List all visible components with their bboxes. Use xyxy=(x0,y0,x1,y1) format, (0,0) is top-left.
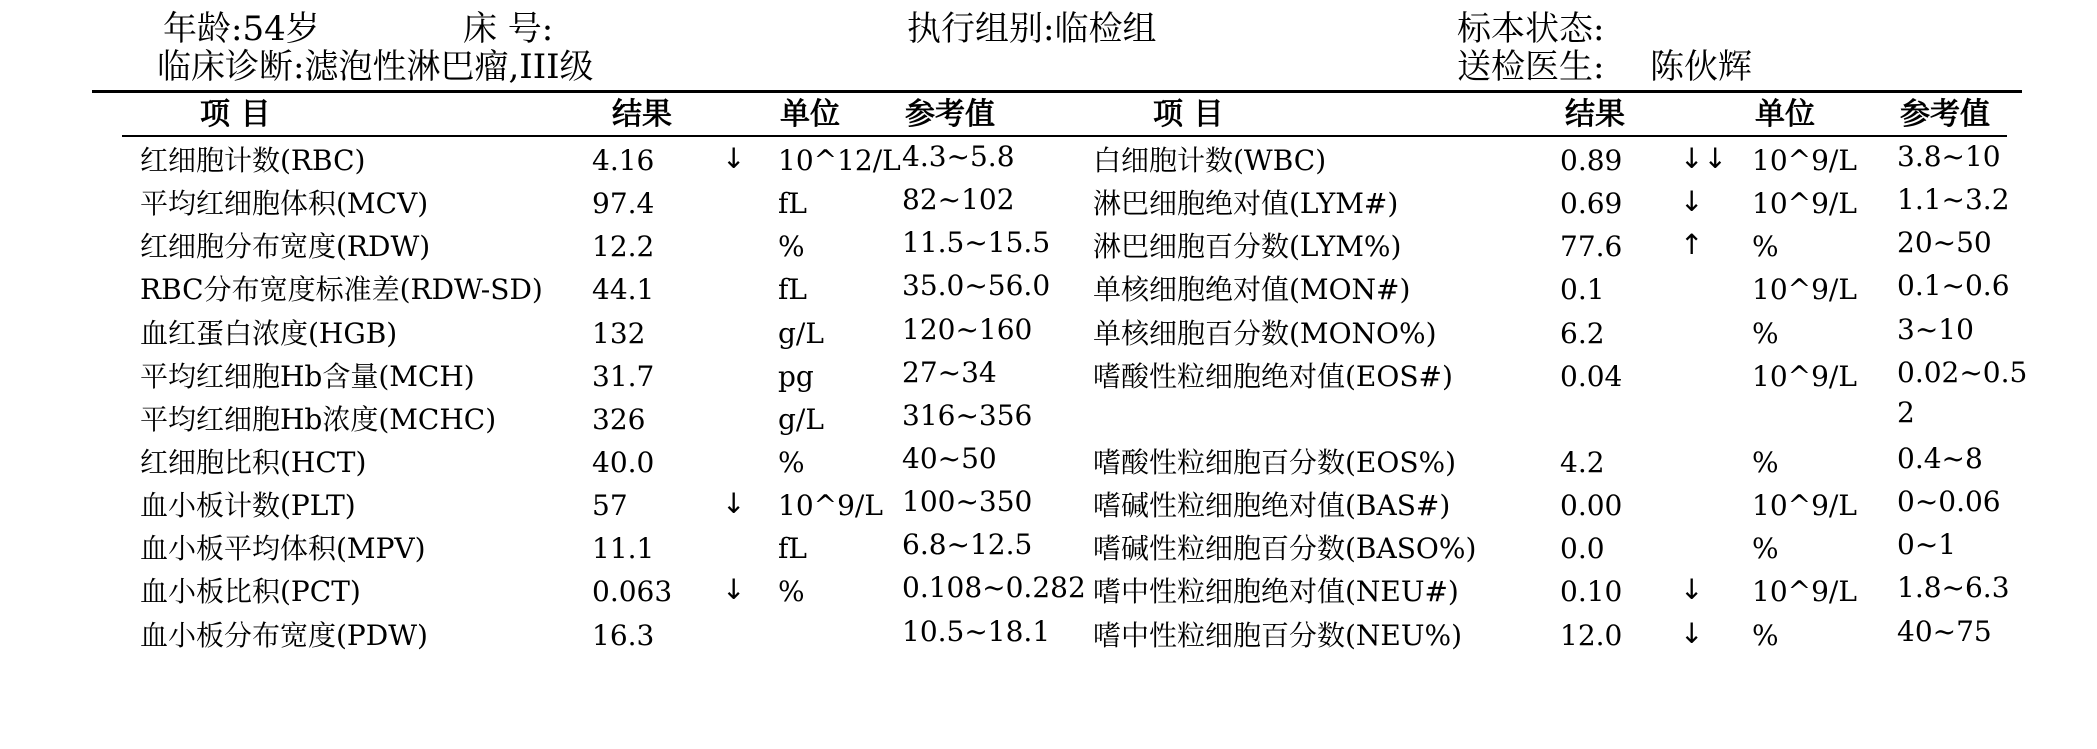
left-test-name: 血小板分布宽度(PDW) xyxy=(140,619,428,652)
doctor-label: 送检医生: xyxy=(1457,47,1605,87)
left-test-result: 132 xyxy=(592,317,646,350)
left-test-unit: % xyxy=(778,575,805,608)
right-test-unit: % xyxy=(1752,446,1779,479)
left-reference-range: 6.8~12.5 xyxy=(902,528,1033,561)
left-test-result: 31.7 xyxy=(592,360,655,393)
col-header-unit-right: 单位 xyxy=(1755,97,1815,132)
right-abnormal-flag-icon: ↓ xyxy=(1680,573,1704,606)
right-test-unit: 10^9/L xyxy=(1752,144,1857,177)
right-test-result: 0.1 xyxy=(1560,273,1605,306)
left-reference-range: 120~160 xyxy=(902,313,1033,346)
right-test-result: 4.2 xyxy=(1560,446,1605,479)
col-header-result-right: 结果 xyxy=(1565,97,1625,132)
execution-group: 执行组别:临检组 xyxy=(907,9,1157,49)
right-abnormal-flag-icon: ↓ xyxy=(1680,185,1704,218)
right-reference-range: 0.1~0.6 xyxy=(1897,269,2010,302)
right-test-name: 单核细胞绝对值(MON#) xyxy=(1093,273,1411,306)
left-test-unit: g/L xyxy=(778,403,824,436)
left-test-name: 红细胞计数(RBC) xyxy=(140,144,366,177)
left-reference-range: 4.3~5.8 xyxy=(902,140,1015,173)
left-abnormal-flag-icon: ↓ xyxy=(722,142,746,175)
right-test-unit: 10^9/L xyxy=(1752,273,1857,306)
right-test-result: 77.6 xyxy=(1560,230,1623,263)
left-test-name: 血小板比积(PCT) xyxy=(140,575,361,608)
col-header-ref-left: 参考值 xyxy=(905,97,995,132)
clinical-diagnosis: 临床诊断:滤泡性淋巴瘤,III级 xyxy=(157,47,594,87)
right-test-name: 嗜酸性粒细胞百分数(EOS%) xyxy=(1093,446,1457,479)
right-test-name: 淋巴细胞百分数(LYM%) xyxy=(1093,230,1402,263)
right-reference-range: 40~75 xyxy=(1897,615,1992,648)
right-test-unit: % xyxy=(1752,317,1779,350)
left-test-name: 血小板计数(PLT) xyxy=(140,489,356,522)
left-reference-range: 10.5~18.1 xyxy=(902,615,1051,648)
right-reference-range: 1.1~3.2 xyxy=(1897,183,2010,216)
left-test-result: 97.4 xyxy=(592,187,655,220)
left-test-unit: g/L xyxy=(778,317,824,350)
left-test-name: 平均红细胞Hb含量(MCH) xyxy=(140,360,475,393)
left-abnormal-flag-icon: ↓ xyxy=(722,573,746,606)
right-reference-range: 0.4~8 xyxy=(1897,442,1983,475)
left-test-result: 57 xyxy=(592,489,628,522)
left-test-unit: pg xyxy=(778,360,814,393)
right-reference-range: 3.8~10 xyxy=(1897,140,2001,173)
right-test-unit: 10^9/L xyxy=(1752,187,1857,220)
header-divider xyxy=(92,90,2022,93)
right-test-name: 嗜中性粒细胞绝对值(NEU#) xyxy=(1093,575,1459,608)
patient-age: 年龄:54岁 xyxy=(163,9,320,49)
left-test-name: 红细胞比积(HCT) xyxy=(140,446,367,479)
left-reference-range: 0.108~0.282 xyxy=(902,571,1086,604)
right-reference-range: 3~10 xyxy=(1897,313,1974,346)
left-test-unit: 10^9/L xyxy=(778,489,883,522)
left-test-unit: fL xyxy=(778,532,807,565)
left-test-result: 11.1 xyxy=(592,532,655,565)
right-reference-range-wrap: 2 xyxy=(1897,396,1915,429)
right-test-result: 0.89 xyxy=(1560,144,1623,177)
left-test-result: 326 xyxy=(592,403,646,436)
left-test-unit: fL xyxy=(778,273,807,306)
specimen-status-label: 标本状态: xyxy=(1457,9,1605,49)
left-test-name: 平均红细胞Hb浓度(MCHC) xyxy=(140,403,497,436)
right-test-name: 嗜酸性粒细胞绝对值(EOS#) xyxy=(1093,360,1453,393)
right-test-result: 0.10 xyxy=(1560,575,1623,608)
left-test-name: 血红蛋白浓度(HGB) xyxy=(140,317,398,350)
right-reference-range: 0~0.06 xyxy=(1897,485,2001,518)
left-test-unit: % xyxy=(778,446,805,479)
right-abnormal-flag-icon: ↑ xyxy=(1680,228,1704,261)
left-reference-range: 100~350 xyxy=(902,485,1033,518)
right-test-name: 白细胞计数(WBC) xyxy=(1093,144,1327,177)
left-test-name: 红细胞分布宽度(RDW) xyxy=(140,230,431,263)
left-test-result: 40.0 xyxy=(592,446,655,479)
left-reference-range: 82~102 xyxy=(902,183,1015,216)
right-test-result: 0.0 xyxy=(1560,532,1605,565)
right-test-unit: % xyxy=(1752,230,1779,263)
left-test-result: 12.2 xyxy=(592,230,655,263)
right-reference-range: 0~1 xyxy=(1897,528,1957,561)
left-reference-range: 35.0~56.0 xyxy=(902,269,1051,302)
left-test-unit: % xyxy=(778,230,805,263)
right-test-unit: 10^9/L xyxy=(1752,360,1857,393)
right-abnormal-flag-icon: ↓↓ xyxy=(1680,142,1727,175)
right-test-name: 淋巴细胞绝对值(LYM#) xyxy=(1093,187,1399,220)
left-test-unit: 10^12/L xyxy=(778,144,901,177)
column-header-underline xyxy=(122,135,2007,137)
right-test-result: 6.2 xyxy=(1560,317,1605,350)
left-reference-range: 316~356 xyxy=(902,399,1033,432)
doctor-name: 陈伙辉 xyxy=(1650,47,1752,87)
right-test-name: 嗜碱性粒细胞绝对值(BAS#) xyxy=(1093,489,1451,522)
col-header-result-left: 结果 xyxy=(612,97,672,132)
left-reference-range: 40~50 xyxy=(902,442,997,475)
bed-number-label: 床 号: xyxy=(463,9,554,49)
right-test-unit: 10^9/L xyxy=(1752,575,1857,608)
left-test-unit: fL xyxy=(778,187,807,220)
right-test-result: 0.69 xyxy=(1560,187,1623,220)
right-abnormal-flag-icon: ↓ xyxy=(1680,617,1704,650)
left-test-result: 44.1 xyxy=(592,273,655,306)
right-reference-range: 1.8~6.3 xyxy=(1897,571,2010,604)
left-reference-range: 27~34 xyxy=(902,356,997,389)
left-reference-range: 11.5~15.5 xyxy=(902,226,1051,259)
left-test-name: 血小板平均体积(MPV) xyxy=(140,532,426,565)
right-test-unit: % xyxy=(1752,532,1779,565)
col-header-unit-left: 单位 xyxy=(780,97,840,132)
left-test-name: 平均红细胞体积(MCV) xyxy=(140,187,429,220)
right-test-name: 嗜中性粒细胞百分数(NEU%) xyxy=(1093,619,1462,652)
left-test-result: 0.063 xyxy=(592,575,673,608)
left-test-name: RBC分布宽度标准差(RDW-SD) xyxy=(140,273,543,306)
right-test-unit: % xyxy=(1752,619,1779,652)
right-test-name: 单核细胞百分数(MONO%) xyxy=(1093,317,1437,350)
left-test-result: 16.3 xyxy=(592,619,655,652)
right-test-result: 0.04 xyxy=(1560,360,1623,393)
right-test-result: 12.0 xyxy=(1560,619,1623,652)
col-header-ref-right: 参考值 xyxy=(1900,97,1990,132)
right-reference-range: 20~50 xyxy=(1897,226,1992,259)
right-test-name: 嗜碱性粒细胞百分数(BASO%) xyxy=(1093,532,1477,565)
left-abnormal-flag-icon: ↓ xyxy=(722,487,746,520)
col-header-item-right: 项 目 xyxy=(1153,97,1224,132)
right-reference-range: 0.02~0.5 xyxy=(1897,356,2028,389)
col-header-item-left: 项 目 xyxy=(200,97,271,132)
left-test-result: 4.16 xyxy=(592,144,655,177)
right-test-result: 0.00 xyxy=(1560,489,1623,522)
right-test-unit: 10^9/L xyxy=(1752,489,1857,522)
